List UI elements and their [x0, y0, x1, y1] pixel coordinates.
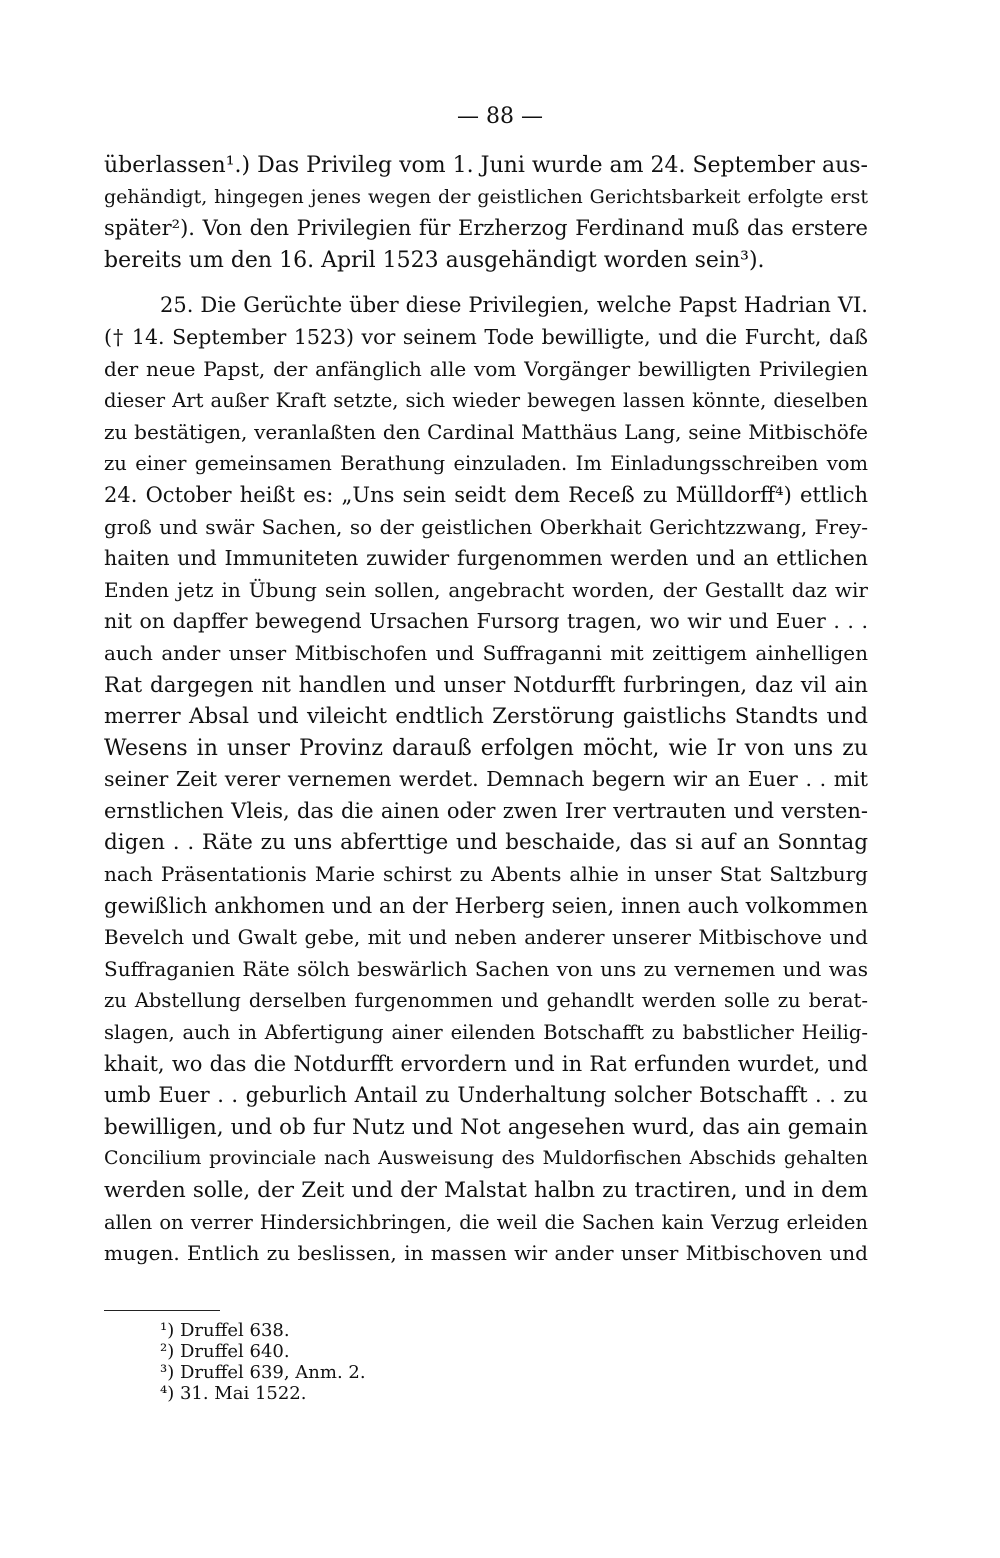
text-line: 24. October heißt es: „Uns sein seidt dem Receß zu Mülldorff⁴) ettlich — [104, 482, 868, 507]
text-line: umb Euer . . geburlich Antail zu Underhaltung solcher Botschafft . . zu — [104, 1083, 868, 1108]
text-line: seiner Zeit verer vernemen werdet. Demnach begern wir an Euer . . mit — [104, 767, 868, 792]
text-line: slagen, auch in Abfertigung ainer eilenden Botschafft zu babstlicher Heilig- — [104, 1021, 868, 1045]
text-line: Rat dargegen nit handlen und unser Notdurfft furbringen, daz vil ain — [104, 672, 868, 698]
footnote: ⁴) 31. Mai 1522. — [160, 1383, 307, 1404]
text-line: ernstlichen Vleis, das die ainen oder zwen Irer vertrauten und versten- — [104, 798, 868, 823]
footnote: ¹) Druffel 638. — [160, 1320, 290, 1341]
main-text — [104, 150, 868, 1270]
text-line: Wesens in unser Provinz darauß erfolgen möcht, wie Ir von uns zu — [104, 735, 868, 761]
text-line: gehändigt, hingegen jenes wegen der geistlichen Gerichtsbarkeit erfolgte erst — [104, 185, 868, 208]
footnotes — [160, 1320, 366, 1404]
text-line: groß und swär Sachen, so der geistlichen Oberkhait Gerichtzzwang, Frey- — [104, 514, 868, 539]
text-line: khait, wo das die Notdurfft ervordern und in Rat erfunden wurdet, und — [104, 1051, 868, 1076]
text-line: Concilium provinciale nach Ausweisung des Muldorfischen Abschids gehalten — [104, 1147, 868, 1170]
text-line: († 14. September 1523) vor seinem Tode bewilligte, und die Furcht, daß — [104, 324, 868, 349]
text-line: zu Abstellung derselben furgenommen und gehandlt werden solle zu berat- — [104, 989, 868, 1013]
footnote: ²) Druffel 640. — [160, 1341, 290, 1362]
text-line: 25. Die Gerüchte über diese Privilegien, welche Papst Hadrian VI. — [160, 293, 868, 318]
text-line: später²). Von den Privilegien für Erzherzog Ferdinand muß das erstere — [104, 216, 868, 241]
text-line: dieser Art außer Kraft setzte, sich wieder bewegen lassen könnte, dieselben — [104, 389, 868, 413]
text-line: digen . . Räte zu uns abferttige und beschaide, das si auf an Sonntag — [104, 830, 868, 856]
footnote-divider — [104, 1310, 220, 1311]
text-line: bereits um den 16. April 1523 ausgehändigt worden sein³). — [104, 247, 765, 273]
text-line: allen on verrer Hindersichbringen, die weil die Sachen kain Verzug erleiden — [104, 1210, 868, 1234]
text-line: der neue Papst, der anfänglich alle vom Vorgänger bewilligten Privilegien — [104, 356, 868, 381]
text-line: gewißlich ankhomen und an der Herberg seien, innen auch volkommen — [104, 893, 868, 918]
text-line: mugen. Entlich zu beslissen, in massen wir ander unser Mitbischoven und — [104, 1241, 868, 1266]
page-number: — 88 — — [457, 104, 543, 129]
text-line: Suffraganien Räte sölch beswärlich Sachen von uns zu vernemen und was — [104, 956, 868, 981]
text-line: Enden jetz in Übung sein sollen, angebracht worden, der Gestallt daz wir — [104, 577, 868, 602]
text-line: auch ander unser Mitbischofen und Suffraganni mit zeittigem ainhelligen — [104, 640, 868, 665]
text-line: bewilligen, und ob fur Nutz und Not angesehen wurd, das ain gemain — [104, 1114, 868, 1140]
text-line: nach Präsentationis Marie schirst zu Abents alhie in unser Stat Saltzburg — [104, 862, 868, 887]
footnote: ³) Druffel 639, Anm. 2. — [160, 1362, 366, 1383]
text-line: werden solle, der Zeit und der Malstat halbn zu tractiren, und in dem — [104, 1178, 868, 1203]
text-line: überlassen¹.) Das Privileg vom 1. Juni wurde am 24. September aus- — [104, 153, 868, 178]
text-line: zu einer gemeinsamen Berathung einzuladen. Im Einladungsschreiben vom — [104, 452, 868, 476]
text-line: nit on dapffer bewegend Ursachen Fursorg tragen, wo wir und Euer . . . — [104, 609, 868, 634]
text-line: merrer Absal und vileicht endtlich Zerstörung gaistlichs Standts und — [104, 704, 868, 730]
text-line: Bevelch und Gwalt gebe, mit und neben anderer unserer Mitbischove und — [104, 925, 868, 950]
text-line: zu bestätigen, veranlaßten den Cardinal Matthäus Lang, seine Mitbischöfe — [104, 419, 868, 444]
text-line: haiten und Immuniteten zuwider furgenommen werden und an ettlichen — [104, 546, 868, 571]
